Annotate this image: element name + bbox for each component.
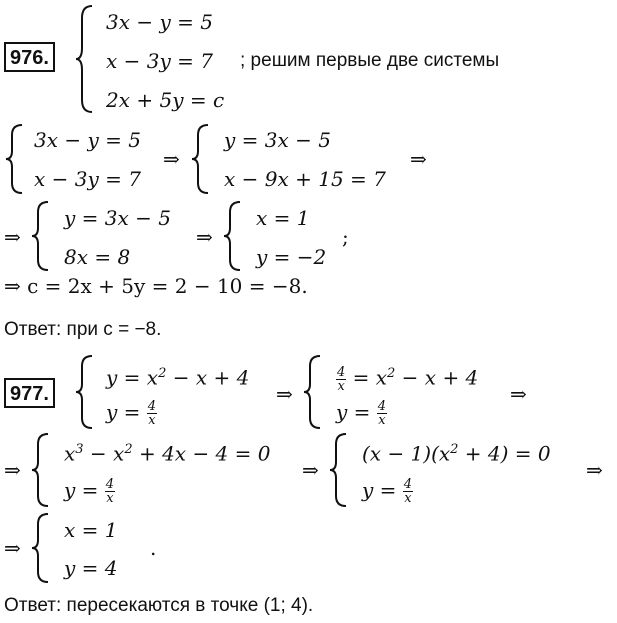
fraction-4-over-x: $\frac{4}{x}$ <box>105 477 115 506</box>
eq-977-4a: $(x - 1)(x^2 + 4) = 0$ <box>362 441 551 466</box>
eq-977-3a: $x^3 - x^2 + 4x - 4 = 0$ <box>64 441 271 466</box>
eq-977-3b: y = $\frac{4}{x}$ <box>64 477 115 506</box>
eq-976-d1: x = 1 <box>256 206 310 230</box>
implies-1: ⇒ <box>163 147 180 171</box>
problem-number-976: 976. <box>4 42 55 72</box>
fraction-4-over-x: $\frac{4}{x}$ <box>147 399 157 428</box>
eq-976-d2: y = −2 <box>256 245 327 269</box>
calc-976: ⇒ c = 2x + 5y = 2 − 10 = −8. <box>4 274 308 298</box>
brace-976-b <box>190 123 212 195</box>
fraction-4-over-x: $\frac{4}{x}$ <box>337 364 346 394</box>
eq-976-c2: 8x = 8 <box>64 245 131 269</box>
brace-977-2 <box>302 354 324 430</box>
implies-8: ⇒ <box>302 458 319 482</box>
brace-976-d <box>222 200 244 272</box>
eq-977-1a: $y = x^2 - x + 4$ <box>106 365 250 390</box>
eq-977-2a: $\frac{4}{x}$ = $x^2 - x + 4$ <box>337 364 479 394</box>
answer-977: Ответ: пересекаются в точке (1; 4). <box>4 595 314 616</box>
implies-3: ⇒ <box>4 225 21 249</box>
implies-2: ⇒ <box>410 147 427 171</box>
eq-976-a1: 3x − y = 5 <box>34 128 141 152</box>
implies-10: ⇒ <box>4 536 21 560</box>
implies-6: ⇒ <box>510 382 527 406</box>
brace-977-3 <box>30 432 52 508</box>
eq-976-c1: y = 3x − 5 <box>64 206 171 230</box>
brace-977-5 <box>30 512 52 584</box>
eq-976-a2: x − 3y = 7 <box>34 167 141 191</box>
eq-976-b1: y = 3x − 5 <box>224 128 331 152</box>
semicolon-976: ; <box>342 225 349 249</box>
eq-976-b2: x − 9x + 15 = 7 <box>224 167 386 191</box>
eq-977-1b: y = $\frac{4}{x}$ <box>106 399 157 428</box>
eq-977-5a: x = 1 <box>64 518 118 542</box>
brace-977-4 <box>328 432 350 508</box>
brace-977-1 <box>74 354 96 430</box>
implies-5: ⇒ <box>276 382 293 406</box>
period-977: . <box>150 536 157 560</box>
comment-976: ; решим первые две системы <box>240 50 500 71</box>
eq-977-4b: y = $\frac{4}{x}$ <box>362 477 413 506</box>
brace-976-a <box>4 123 26 195</box>
fraction-4-over-x: $\frac{4}{x}$ <box>403 477 413 506</box>
fraction-4-over-x: $\frac{4}{x}$ <box>377 399 387 428</box>
brace-976-c <box>30 200 52 272</box>
eq-976-3: 2x + 5y = c <box>106 88 225 112</box>
implies-7: ⇒ <box>4 458 21 482</box>
answer-976: Ответ: при c = −8. <box>4 319 162 340</box>
problem-number-977: 977. <box>4 378 55 408</box>
implies-4: ⇒ <box>196 225 213 249</box>
eq-977-2b: y = $\frac{4}{x}$ <box>336 399 387 428</box>
eq-976-2: x − 3y = 7 <box>106 49 213 73</box>
brace-976-main <box>74 4 96 114</box>
eq-977-5b: y = 4 <box>64 556 118 580</box>
implies-9: ⇒ <box>586 458 603 482</box>
eq-976-1: 3x − y = 5 <box>106 10 213 34</box>
